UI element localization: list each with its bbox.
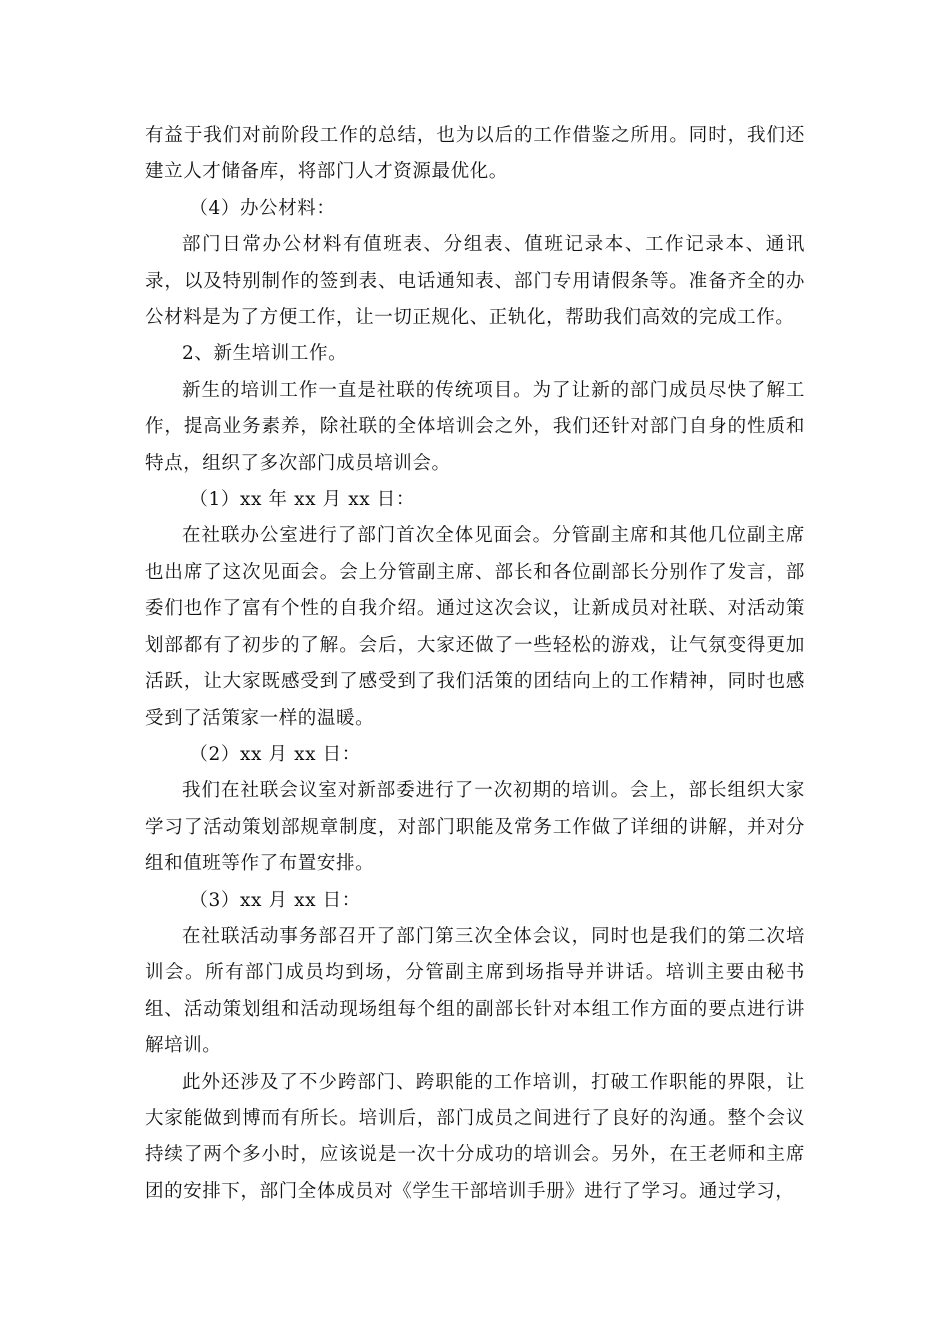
paragraph-third-meeting: 在社联活动事务部召开了部门第三次全体会议，同时也是我们的第二次培训会。所有部门成员均到场，分管副主席到场指导并讲话。培训主要由秘书组、活动策划组和活动现场组每个组的副部长针对本组工作方面的要点进行讲解培训。 (145, 925, 805, 1057)
document-body (145, 118, 805, 1210)
paragraph-initial-training: 我们在社联会议室对新部委进行了一次初期的培训。会上，部长组织大家学习了活动策划部规章制度，对部门职能及常务工作做了详细的讲解，并对分组和值班等作了布置安排。 (145, 780, 805, 875)
paragraph-cross-department: 此外还涉及了不少跨部门、跨职能的工作培训，打破工作职能的界限，让大家能做到博而有所长。培训后，部门成员之间进行了良好的沟通。整个会议持续了两个多小时，应该说是一次十分成功的培训会。另外，在王老师和主席团的安排下，部门全体成员对《学生干部培训手册》进行了学习。通过学习， (145, 1071, 805, 1202)
heading-new-student-training: 2、新生培训工作。 (182, 343, 348, 365)
paragraph-talent-reserve: 有益于我们对前阶段工作的总结，也为以后的工作借鉴之所用。同时，我们还建立人才储备库，将部门人才资源最优化。 (145, 125, 805, 183)
paragraph-first-meeting: 在社联办公室进行了部门首次全体见面会。分管副主席和其他几位副主席也出席了这次见面会。会上分管副主席、部长和各位副部长分别作了发言，部委们也作了富有个性的自我介绍。通过这次会议，让新成员对社联、对活动策划部都有了初步的了解。会后，大家还做了一些轻松的游戏，让气氛变得更加活跃，让大家既感受到了感受到了我们活策的团结向上的工作精神，同时也感受到了活策家一样的温暖。 (145, 525, 805, 729)
paragraph-office-materials: 部门日常办公材料有值班表、分组表、值班记录本、工作记录本、通讯录，以及特别制作的签到表、电话通知表、部门专用请假条等。准备齐全的办公材料是为了方便工作，让一切正规化、正轨化，帮助我们高效的完成工作。 (145, 234, 805, 329)
heading-office-materials: （4）办公材料： (189, 197, 336, 219)
heading-training-date-1: （1）xx 年 xx 月 xx 日： (189, 489, 415, 511)
paragraph-training-intro: 新生的培训工作一直是社联的传统项目。为了让新的部门成员尽快了解工作，提高业务素养，除社联的全体培训会之外，我们还针对部门自身的性质和特点，组织了多次部门成员培训会。 (145, 379, 805, 474)
heading-training-date-2: （2）xx 月 xx 日： (189, 743, 361, 765)
heading-training-date-3: （3）xx 月 xx 日： (189, 889, 361, 911)
